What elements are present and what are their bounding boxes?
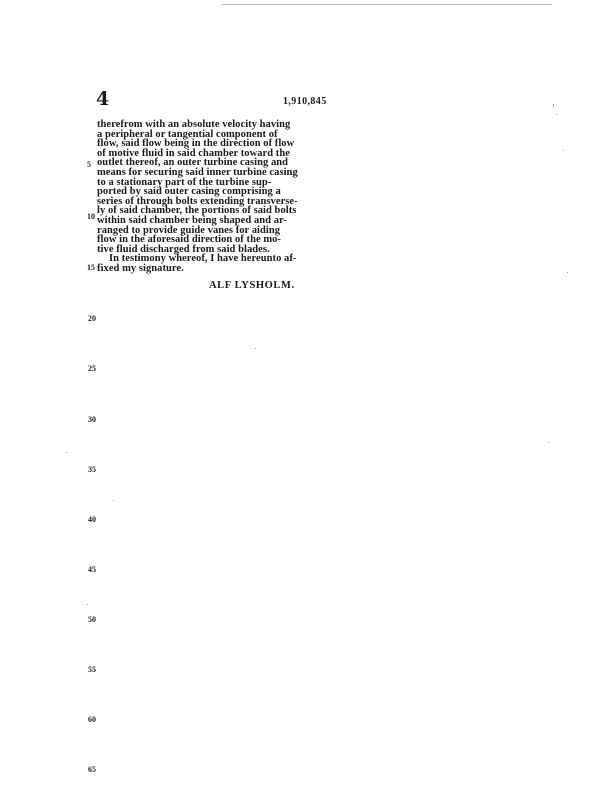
scan-speck <box>563 150 564 151</box>
line-number-5: 5 <box>87 160 91 169</box>
text-line: In testimony whereof, I have hereunto af- <box>109 253 297 265</box>
margin-number-65: 65 <box>88 765 96 774</box>
claim-text-block <box>97 120 307 274</box>
text-line: ly of said chamber, the portions of said bolts <box>97 205 297 217</box>
text-line: series of through bolts extending transverse- <box>97 195 298 207</box>
scan-speck <box>66 452 67 453</box>
line-number-10: 10 <box>87 212 95 221</box>
text-line: a peripheral or tangential component of <box>97 128 278 140</box>
margin-number-50: 50 <box>88 615 96 624</box>
text-line: outlet thereof, an outer turbine casing and <box>97 157 289 169</box>
margin-number-20: 20 <box>88 314 96 323</box>
scan-speck <box>113 500 114 501</box>
text-line: means for securing said inner turbine casing <box>97 166 298 178</box>
text-line: flow in the aforesaid direction of the mo- <box>97 234 281 246</box>
scan-speck <box>567 272 568 273</box>
line-number-15: 15 <box>87 263 95 272</box>
margin-number-25: 25 <box>88 364 96 373</box>
scan-speck <box>87 604 88 605</box>
margin-number-55: 55 <box>88 665 96 674</box>
text-line: ranged to provide guide vanes for aiding <box>97 224 281 236</box>
text-line: tive fluid discharged from said blades. <box>97 243 270 255</box>
scan-speck <box>255 348 256 349</box>
scan-speck <box>553 104 554 107</box>
text-line: ported by said outer casing comprising a <box>97 186 281 198</box>
text-line: of motive fluid in said chamber toward the <box>97 147 290 159</box>
scan-speck <box>556 114 557 115</box>
text-line: flow, said flow being in the direction of flow <box>97 138 295 150</box>
patent-number: 1,910,845 <box>283 96 327 107</box>
scan-speck <box>548 442 549 443</box>
page-number: 4 <box>96 88 110 110</box>
text-line: fixed my signature. <box>97 262 184 274</box>
top-edge-rule <box>222 4 552 5</box>
margin-number-40: 40 <box>88 515 96 524</box>
margin-number-45: 45 <box>88 565 96 574</box>
signature-name: ALF LYSHOLM. <box>209 280 295 291</box>
text-line: to a stationary part of the turbine sup- <box>97 176 272 188</box>
text-line: within said chamber being shaped and ar- <box>97 214 287 226</box>
margin-number-35: 35 <box>88 465 96 474</box>
text-line: therefrom with an absolute velocity having <box>97 119 291 130</box>
margin-number-60: 60 <box>88 715 96 724</box>
margin-number-30: 30 <box>88 415 96 424</box>
